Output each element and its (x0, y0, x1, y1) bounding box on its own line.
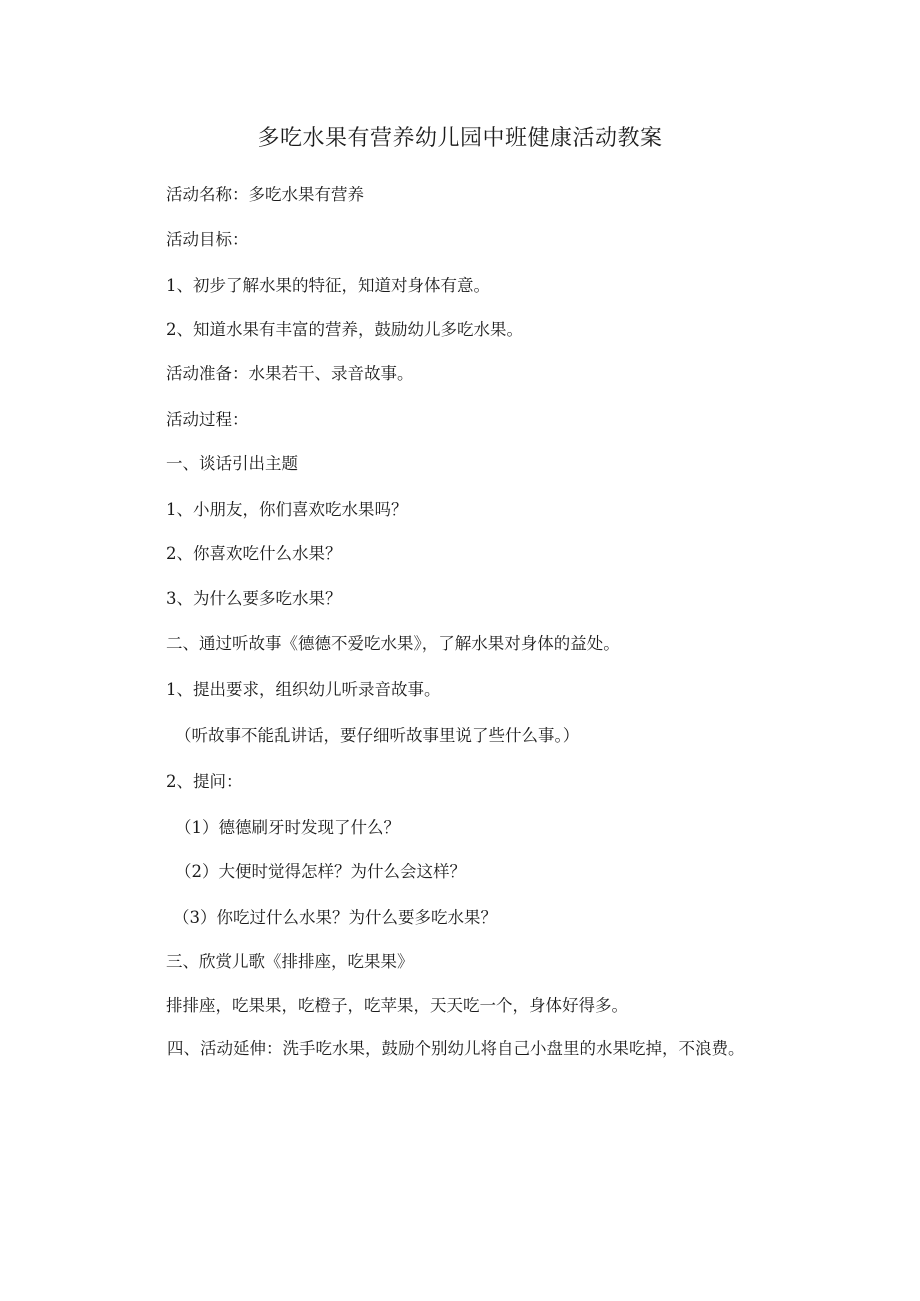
goal-item-1: 1、初步了解水果的特征，知道对身体有意。 (166, 276, 490, 295)
nursery-rhyme-text: 排排座，吃果果，吃橙子，吃苹果，天天吃一个，身体好得多。 (166, 996, 628, 1015)
section-1-item-2: 2、你喜欢吃什么水果？ (166, 544, 342, 563)
section-2-heading: 二、通过听故事《德德不爱吃水果》，了解水果对身体的益处。 (166, 634, 620, 653)
section-2-note: （听故事不能乱讲话，要仔细听故事里说了些什么事。） (175, 726, 580, 745)
question-1: （1）德德刷牙时发现了什么？ (175, 818, 400, 837)
question-3: （3）你吃过什么水果？为什么要多吃水果？ (173, 908, 497, 927)
section-1-item-3: 3、为什么要多吃水果？ (166, 589, 342, 608)
section-2-item-2: 2、提问： (166, 772, 243, 791)
activity-name-line: 活动名称：多吃水果有营养 (166, 185, 364, 204)
activity-goals-heading: 活动目标： (166, 230, 249, 249)
question-2: （2）大便时觉得怎样？为什么会这样？ (175, 862, 466, 881)
goal-item-2: 2、知道水果有丰富的营养，鼓励幼儿多吃水果。 (166, 320, 523, 339)
section-3-heading: 三、欣赏儿歌《排排座，吃果果》 (166, 952, 414, 971)
document-title: 多吃水果有营养幼儿园中班健康活动教案 (257, 126, 663, 151)
section-1-heading: 一、谈话引出主题 (166, 454, 298, 473)
activity-preparation-line: 活动准备：水果若干、录音故事。 (166, 364, 414, 383)
section-1-item-1: 1、小朋友，你们喜欢吃水果吗？ (166, 500, 408, 519)
activity-process-heading: 活动过程： (166, 410, 249, 429)
section-4-paragraph: 四、活动延伸：洗手吃水果，鼓励个别幼儿将自己小盘里的水果吃掉，不浪费。 (167, 1039, 745, 1058)
section-2-item-1: 1、提出要求，组织幼儿听录音故事。 (166, 680, 441, 699)
